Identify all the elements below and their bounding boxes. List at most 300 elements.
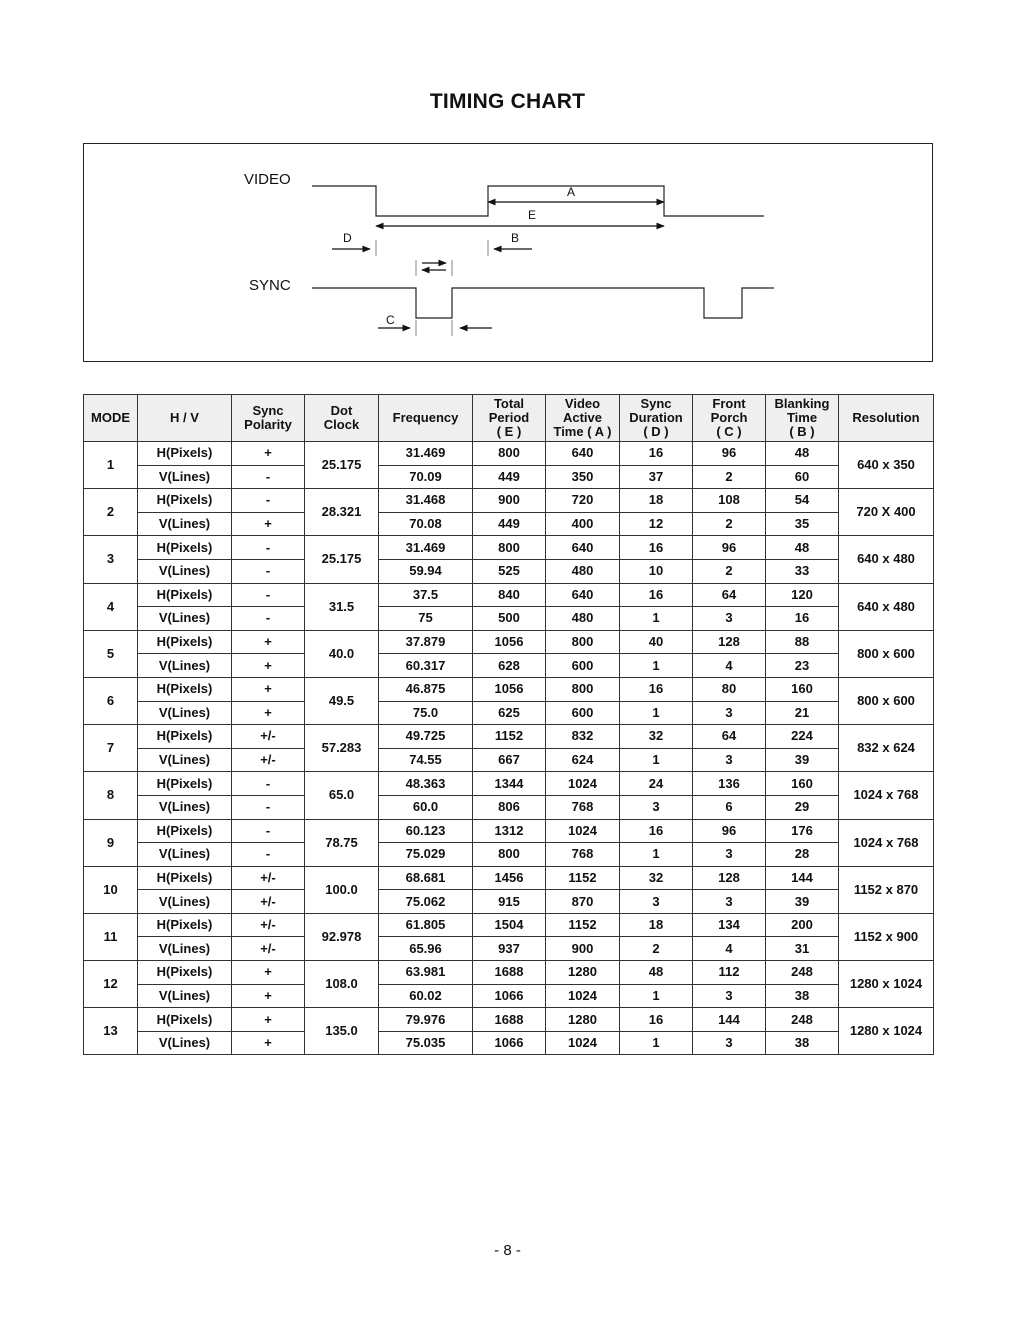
marker-a: A <box>567 185 576 199</box>
frequency-cell: 75.029 <box>379 843 473 867</box>
front-porch-cell: 3 <box>693 890 766 914</box>
table-row <box>84 1008 934 1032</box>
active-time-cell: 640 <box>546 583 620 607</box>
timing-table <box>83 394 934 1055</box>
frequency-cell: 75.035 <box>379 1031 473 1055</box>
front-porch-cell: 136 <box>693 772 766 796</box>
sync-duration-cell: 1 <box>620 843 693 867</box>
hv-label-cell: H(Pixels) <box>138 677 232 701</box>
sync-duration-cell: 16 <box>620 677 693 701</box>
blanking-time-cell: 120 <box>766 583 839 607</box>
dot-clock-cell: 135.0 <box>305 1008 379 1055</box>
active-time-cell: 600 <box>546 654 620 678</box>
hv-label-cell: H(Pixels) <box>138 961 232 985</box>
blanking-time-cell: 28 <box>766 843 839 867</box>
column-header-line: Time <box>786 410 818 425</box>
table-row <box>84 795 934 819</box>
frequency-cell: 75.0 <box>379 701 473 725</box>
blanking-time-cell: 54 <box>766 489 839 513</box>
table-row <box>84 512 934 536</box>
active-time-cell: 1024 <box>546 1031 620 1055</box>
table-row <box>84 961 934 985</box>
total-period-cell: 525 <box>473 559 546 583</box>
blanking-time-cell: 39 <box>766 890 839 914</box>
timing-diagram <box>83 143 933 362</box>
resolution-cell: 832 x 624 <box>839 725 934 772</box>
blanking-time-cell: 23 <box>766 654 839 678</box>
front-porch-cell: 3 <box>693 984 766 1008</box>
total-period-cell: 800 <box>473 843 546 867</box>
mode-cell: 3 <box>84 536 138 583</box>
table-row <box>84 819 934 843</box>
front-porch-cell: 4 <box>693 654 766 678</box>
sync-duration-cell: 18 <box>620 489 693 513</box>
sync-duration-cell: 37 <box>620 465 693 489</box>
active-time-cell: 1280 <box>546 1008 620 1032</box>
blanking-time-cell: 16 <box>766 607 839 631</box>
sync-duration-cell: 16 <box>620 819 693 843</box>
sync-polarity-cell: - <box>232 536 305 560</box>
sync-duration-cell: 16 <box>620 1008 693 1032</box>
hv-label-cell: V(Lines) <box>138 701 232 725</box>
hv-label-cell: H(Pixels) <box>138 583 232 607</box>
total-period-cell: 1066 <box>473 1031 546 1055</box>
resolution-cell: 1152 x 900 <box>839 913 934 960</box>
frequency-cell: 60.317 <box>379 654 473 678</box>
active-time-cell: 1280 <box>546 961 620 985</box>
column-header <box>839 395 934 442</box>
column-header-line: MODE <box>91 410 130 425</box>
resolution-cell: 1024 x 768 <box>839 819 934 866</box>
column-header <box>84 395 138 442</box>
column-header-line: Sync <box>252 403 284 418</box>
blanking-time-cell: 31 <box>766 937 839 961</box>
active-time-cell: 600 <box>546 701 620 725</box>
column-header <box>693 395 766 442</box>
mode-cell: 4 <box>84 583 138 630</box>
active-time-cell: 800 <box>546 677 620 701</box>
front-porch-cell: 3 <box>693 701 766 725</box>
sync-duration-cell: 1 <box>620 607 693 631</box>
sync-polarity-cell: +/- <box>232 890 305 914</box>
table-row <box>84 1031 934 1055</box>
mode-cell: 13 <box>84 1008 138 1055</box>
blanking-time-cell: 35 <box>766 512 839 536</box>
column-header-line: Frequency <box>392 410 459 425</box>
active-time-cell: 768 <box>546 843 620 867</box>
total-period-cell: 667 <box>473 748 546 772</box>
sync-polarity-cell: - <box>232 819 305 843</box>
column-header-line: Blanking <box>774 396 830 411</box>
hv-label-cell: V(Lines) <box>138 1031 232 1055</box>
hv-label-cell: H(Pixels) <box>138 489 232 513</box>
hv-label-cell: V(Lines) <box>138 559 232 583</box>
resolution-cell: 1280 x 1024 <box>839 961 934 1008</box>
column-header <box>379 395 473 442</box>
front-porch-cell: 3 <box>693 607 766 631</box>
active-time-cell: 832 <box>546 725 620 749</box>
blanking-time-cell: 60 <box>766 465 839 489</box>
active-time-cell: 350 <box>546 465 620 489</box>
column-header-line: Clock <box>323 417 360 432</box>
hv-label-cell: H(Pixels) <box>138 819 232 843</box>
front-porch-cell: 96 <box>693 536 766 560</box>
front-porch-cell: 108 <box>693 489 766 513</box>
frequency-cell: 75 <box>379 607 473 631</box>
resolution-cell: 800 x 600 <box>839 630 934 677</box>
sync-duration-cell: 40 <box>620 630 693 654</box>
hv-label-cell: H(Pixels) <box>138 866 232 890</box>
front-porch-cell: 80 <box>693 677 766 701</box>
blanking-time-cell: 176 <box>766 819 839 843</box>
mode-cell: 12 <box>84 961 138 1008</box>
table-row <box>84 607 934 631</box>
frequency-cell: 48.363 <box>379 772 473 796</box>
column-header-line: Total <box>493 396 525 411</box>
front-porch-cell: 2 <box>693 559 766 583</box>
total-period-cell: 1056 <box>473 677 546 701</box>
dot-clock-cell: 31.5 <box>305 583 379 630</box>
blanking-time-cell: 38 <box>766 984 839 1008</box>
front-porch-cell: 3 <box>693 843 766 867</box>
blanking-time-cell: 48 <box>766 442 839 466</box>
table-row <box>84 843 934 867</box>
total-period-cell: 900 <box>473 489 546 513</box>
dot-clock-cell: 40.0 <box>305 630 379 677</box>
total-period-cell: 937 <box>473 937 546 961</box>
hv-label-cell: H(Pixels) <box>138 1008 232 1032</box>
blanking-time-cell: 144 <box>766 866 839 890</box>
frequency-cell: 37.879 <box>379 630 473 654</box>
table-row <box>84 937 934 961</box>
video-label: VIDEO <box>244 171 291 188</box>
frequency-cell: 37.5 <box>379 583 473 607</box>
sync-duration-cell: 32 <box>620 866 693 890</box>
column-header-line: H / V <box>170 410 199 425</box>
page-number: - 8 - <box>494 1242 521 1259</box>
frequency-cell: 63.981 <box>379 961 473 985</box>
sync-polarity-cell: + <box>232 654 305 678</box>
sync-polarity-cell: - <box>232 583 305 607</box>
sync-polarity-cell: + <box>232 512 305 536</box>
blanking-time-cell: 33 <box>766 559 839 583</box>
frequency-cell: 31.469 <box>379 442 473 466</box>
column-header <box>620 395 693 442</box>
front-porch-cell: 112 <box>693 961 766 985</box>
sync-polarity-cell: +/- <box>232 748 305 772</box>
table-row <box>84 984 934 1008</box>
hv-label-cell: V(Lines) <box>138 748 232 772</box>
resolution-cell: 1152 x 870 <box>839 866 934 913</box>
marker-b: B <box>511 231 520 245</box>
active-time-cell: 870 <box>546 890 620 914</box>
frequency-cell: 31.469 <box>379 536 473 560</box>
column-header-line: Period <box>488 410 530 425</box>
total-period-cell: 1312 <box>473 819 546 843</box>
column-header-line: Time ( A ) <box>553 424 612 439</box>
resolution-cell: 640 x 350 <box>839 442 934 489</box>
blanking-time-cell: 21 <box>766 701 839 725</box>
sync-duration-cell: 16 <box>620 536 693 560</box>
total-period-cell: 800 <box>473 536 546 560</box>
dot-clock-cell: 100.0 <box>305 866 379 913</box>
sync-polarity-cell: - <box>232 489 305 513</box>
front-porch-cell: 4 <box>693 937 766 961</box>
frequency-cell: 74.55 <box>379 748 473 772</box>
blanking-time-cell: 88 <box>766 630 839 654</box>
sync-duration-cell: 16 <box>620 442 693 466</box>
active-time-cell: 1152 <box>546 913 620 937</box>
frequency-cell: 46.875 <box>379 677 473 701</box>
sync-polarity-cell: + <box>232 984 305 1008</box>
front-porch-cell: 3 <box>693 1031 766 1055</box>
dot-clock-cell: 108.0 <box>305 961 379 1008</box>
sync-polarity-cell: +/- <box>232 913 305 937</box>
front-porch-cell: 96 <box>693 819 766 843</box>
blanking-time-cell: 200 <box>766 913 839 937</box>
frequency-cell: 70.09 <box>379 465 473 489</box>
hv-label-cell: H(Pixels) <box>138 442 232 466</box>
sync-polarity-cell: + <box>232 1008 305 1032</box>
total-period-cell: 1066 <box>473 984 546 1008</box>
column-header <box>766 395 839 442</box>
total-period-cell: 625 <box>473 701 546 725</box>
sync-duration-cell: 48 <box>620 961 693 985</box>
front-porch-cell: 64 <box>693 725 766 749</box>
mode-cell: 9 <box>84 819 138 866</box>
sync-polarity-cell: + <box>232 677 305 701</box>
active-time-cell: 1152 <box>546 866 620 890</box>
hv-label-cell: V(Lines) <box>138 843 232 867</box>
sync-duration-cell: 24 <box>620 772 693 796</box>
column-header-line: Polarity <box>244 417 292 432</box>
front-porch-cell: 144 <box>693 1008 766 1032</box>
table-row <box>84 630 934 654</box>
sync-polarity-cell: + <box>232 442 305 466</box>
column-header-line: Active <box>562 410 603 425</box>
table-row <box>84 489 934 513</box>
front-porch-cell: 134 <box>693 913 766 937</box>
total-period-cell: 628 <box>473 654 546 678</box>
dot-clock-cell: 57.283 <box>305 725 379 772</box>
table-row <box>84 913 934 937</box>
sync-duration-cell: 2 <box>620 937 693 961</box>
mode-cell: 11 <box>84 913 138 960</box>
frequency-cell: 60.0 <box>379 795 473 819</box>
hv-label-cell: V(Lines) <box>138 984 232 1008</box>
table-row <box>84 866 934 890</box>
front-porch-cell: 2 <box>693 465 766 489</box>
column-header-line: Front <box>712 396 746 411</box>
table-row <box>84 442 934 466</box>
active-time-cell: 480 <box>546 559 620 583</box>
hv-label-cell: H(Pixels) <box>138 536 232 560</box>
total-period-cell: 500 <box>473 607 546 631</box>
table-row <box>84 583 934 607</box>
sync-duration-cell: 12 <box>620 512 693 536</box>
column-header-line: Video <box>564 396 601 411</box>
column-header-line: Duration <box>629 410 683 425</box>
active-time-cell: 900 <box>546 937 620 961</box>
table-row <box>84 725 934 749</box>
column-header-line: ( C ) <box>716 424 742 439</box>
total-period-cell: 1152 <box>473 725 546 749</box>
active-time-cell: 1024 <box>546 819 620 843</box>
dot-clock-cell: 92.978 <box>305 913 379 960</box>
front-porch-cell: 64 <box>693 583 766 607</box>
resolution-cell: 720 X 400 <box>839 489 934 536</box>
blanking-time-cell: 29 <box>766 795 839 819</box>
resolution-cell: 640 x 480 <box>839 536 934 583</box>
total-period-cell: 1056 <box>473 630 546 654</box>
dot-clock-cell: 25.175 <box>305 536 379 583</box>
column-header <box>138 395 232 442</box>
front-porch-cell: 3 <box>693 748 766 772</box>
column-header <box>546 395 620 442</box>
hv-label-cell: V(Lines) <box>138 937 232 961</box>
table-row <box>84 465 934 489</box>
sync-duration-cell: 1 <box>620 1031 693 1055</box>
resolution-cell: 1024 x 768 <box>839 772 934 819</box>
column-header-line: Dot <box>330 403 353 418</box>
column-header-line: Resolution <box>852 410 920 425</box>
column-header <box>473 395 546 442</box>
table-row <box>84 654 934 678</box>
blanking-time-cell: 160 <box>766 677 839 701</box>
sync-duration-cell: 10 <box>620 559 693 583</box>
resolution-cell: 640 x 480 <box>839 583 934 630</box>
hv-label-cell: H(Pixels) <box>138 630 232 654</box>
hv-label-cell: V(Lines) <box>138 795 232 819</box>
sync-polarity-cell: +/- <box>232 725 305 749</box>
sync-duration-cell: 32 <box>620 725 693 749</box>
sync-duration-cell: 16 <box>620 583 693 607</box>
column-header-line: Sync <box>640 396 672 411</box>
column-header <box>305 395 379 442</box>
mode-cell: 6 <box>84 677 138 724</box>
mode-cell: 5 <box>84 630 138 677</box>
frequency-cell: 65.96 <box>379 937 473 961</box>
active-time-cell: 768 <box>546 795 620 819</box>
timing-waveforms <box>84 144 934 363</box>
sync-polarity-cell: - <box>232 559 305 583</box>
hv-label-cell: H(Pixels) <box>138 913 232 937</box>
active-time-cell: 800 <box>546 630 620 654</box>
frequency-cell: 61.805 <box>379 913 473 937</box>
sync-duration-cell: 18 <box>620 913 693 937</box>
front-porch-cell: 2 <box>693 512 766 536</box>
sync-polarity-cell: + <box>232 961 305 985</box>
hv-label-cell: V(Lines) <box>138 512 232 536</box>
dot-clock-cell: 25.175 <box>305 442 379 489</box>
marker-e: E <box>528 208 537 222</box>
total-period-cell: 1688 <box>473 961 546 985</box>
front-porch-cell: 6 <box>693 795 766 819</box>
active-time-cell: 720 <box>546 489 620 513</box>
total-period-cell: 1456 <box>473 866 546 890</box>
sync-polarity-cell: + <box>232 701 305 725</box>
sync-polarity-cell: + <box>232 1031 305 1055</box>
frequency-cell: 59.94 <box>379 559 473 583</box>
sync-polarity-cell: - <box>232 843 305 867</box>
sync-duration-cell: 1 <box>620 701 693 725</box>
active-time-cell: 624 <box>546 748 620 772</box>
marker-c: C <box>386 313 395 327</box>
total-period-cell: 1504 <box>473 913 546 937</box>
blanking-time-cell: 224 <box>766 725 839 749</box>
column-header-line: Porch <box>710 410 748 425</box>
mode-cell: 7 <box>84 725 138 772</box>
sync-polarity-cell: - <box>232 772 305 796</box>
resolution-cell: 1280 x 1024 <box>839 1008 934 1055</box>
total-period-cell: 800 <box>473 442 546 466</box>
mode-cell: 1 <box>84 442 138 489</box>
frequency-cell: 49.725 <box>379 725 473 749</box>
mode-cell: 8 <box>84 772 138 819</box>
blanking-time-cell: 248 <box>766 1008 839 1032</box>
dot-clock-cell: 28.321 <box>305 489 379 536</box>
total-period-cell: 806 <box>473 795 546 819</box>
column-header-line: ( B ) <box>789 424 815 439</box>
blanking-time-cell: 38 <box>766 1031 839 1055</box>
page-title: TIMING CHART <box>429 90 586 113</box>
frequency-cell: 75.062 <box>379 890 473 914</box>
active-time-cell: 640 <box>546 536 620 560</box>
blanking-time-cell: 160 <box>766 772 839 796</box>
sync-polarity-cell: + <box>232 630 305 654</box>
active-time-cell: 1024 <box>546 772 620 796</box>
hv-label-cell: V(Lines) <box>138 607 232 631</box>
sync-duration-cell: 1 <box>620 748 693 772</box>
sync-duration-cell: 1 <box>620 654 693 678</box>
hv-label-cell: V(Lines) <box>138 890 232 914</box>
frequency-cell: 68.681 <box>379 866 473 890</box>
total-period-cell: 1344 <box>473 772 546 796</box>
blanking-time-cell: 48 <box>766 536 839 560</box>
table-row <box>84 701 934 725</box>
sync-waveform <box>312 288 774 318</box>
front-porch-cell: 96 <box>693 442 766 466</box>
frequency-cell: 60.123 <box>379 819 473 843</box>
blanking-time-cell: 39 <box>766 748 839 772</box>
sync-polarity-cell: - <box>232 607 305 631</box>
sync-polarity-cell: +/- <box>232 937 305 961</box>
table-row <box>84 536 934 560</box>
hv-label-cell: V(Lines) <box>138 465 232 489</box>
column-header <box>232 395 305 442</box>
mode-cell: 2 <box>84 489 138 536</box>
sync-polarity-cell: - <box>232 465 305 489</box>
total-period-cell: 449 <box>473 512 546 536</box>
frequency-cell: 31.468 <box>379 489 473 513</box>
blanking-time-cell: 248 <box>766 961 839 985</box>
front-porch-cell: 128 <box>693 630 766 654</box>
hv-label-cell: H(Pixels) <box>138 725 232 749</box>
table-row <box>84 890 934 914</box>
active-time-cell: 1024 <box>546 984 620 1008</box>
dot-clock-cell: 78.75 <box>305 819 379 866</box>
video-waveform <box>312 186 764 216</box>
active-time-cell: 640 <box>546 442 620 466</box>
sync-duration-cell: 1 <box>620 984 693 1008</box>
sync-polarity-cell: - <box>232 795 305 819</box>
sync-polarity-cell: +/- <box>232 866 305 890</box>
total-period-cell: 1688 <box>473 1008 546 1032</box>
column-header-line: ( D ) <box>643 424 669 439</box>
table-row <box>84 748 934 772</box>
resolution-cell: 800 x 600 <box>839 677 934 724</box>
frequency-cell: 70.08 <box>379 512 473 536</box>
